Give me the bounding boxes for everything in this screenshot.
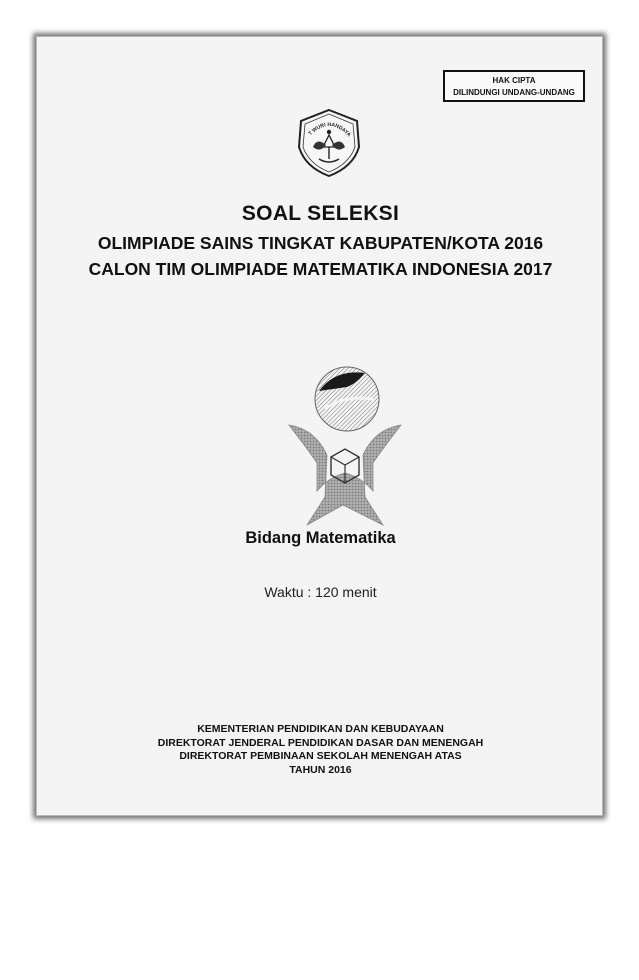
document-page bbox=[36, 36, 603, 816]
seal-motto: T WURI HANDAYA bbox=[307, 121, 352, 139]
team-title: CALON TIM OLIMPIADE MATEMATIKA INDONESIA 2017 bbox=[88, 259, 553, 279]
copyright-line-2: DILINDUNGI UNDANG-UNDANG bbox=[453, 88, 575, 97]
issuer-line-ministry: KEMENTERIAN PENDIDIKAN DAN KEBUDAYAAN bbox=[197, 723, 444, 735]
issuer-line-directorate-general: DIREKTORAT JENDERAL PENDIDIKAN DASAR DAN MENENGAH bbox=[157, 736, 484, 749]
copyright-notice-box bbox=[443, 70, 585, 102]
competition-title: OLIMPIADE SAINS TINGKAT KABUPATEN/KOTA 2016 bbox=[97, 233, 544, 253]
issuer-block bbox=[37, 723, 604, 777]
document-title: SOAL SELEKSI bbox=[241, 202, 400, 225]
exam-duration: Waktu : 120 menit bbox=[264, 584, 377, 600]
issuer-line-year: TAHUN 2016 bbox=[289, 763, 352, 776]
copyright-line-1: HAK CIPTA bbox=[492, 76, 536, 85]
olympiad-figure-emblem-icon bbox=[285, 359, 405, 529]
tut-wuri-handayani-seal-icon bbox=[293, 107, 365, 179]
subject-field: Bidang Matematika bbox=[245, 529, 396, 547]
issuer-line-directorate: DIREKTORAT PEMBINAAN SEKOLAH MENENGAH ATAS bbox=[179, 750, 462, 762]
